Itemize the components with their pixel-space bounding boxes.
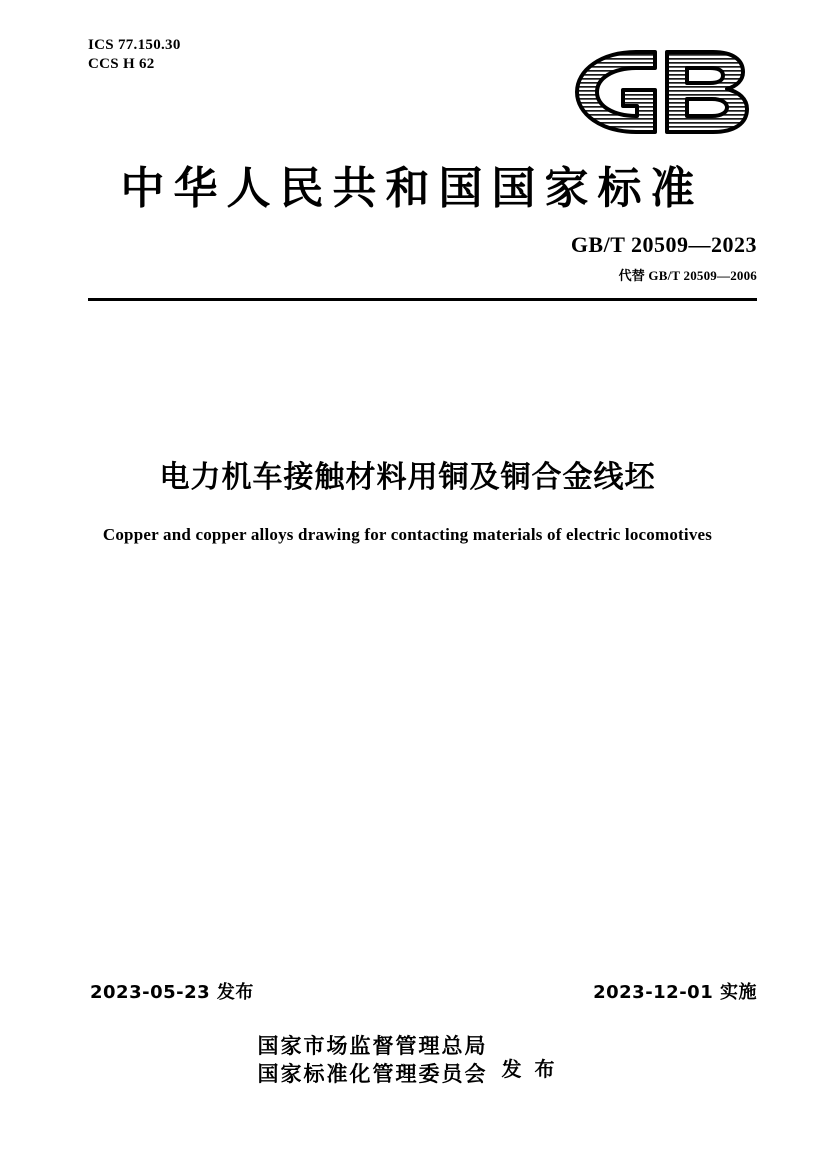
- national-standard-title: 中华人民共和国国家标准: [120, 163, 704, 214]
- issuer-publish-label: 发 布: [501, 1056, 558, 1081]
- standard-number-block: [571, 232, 757, 284]
- replaces-note: 代替 GB/T 20509—2006: [618, 268, 757, 283]
- standard-number: GB/T 20509—2023: [570, 232, 757, 257]
- implementation-date: 2023-12-01 实施: [593, 982, 757, 1003]
- document-title-english: Copper and copper alloys drawing for contacting materials of electric locomotives: [102, 525, 713, 544]
- issuing-authority: [0, 1032, 815, 1088]
- classification-codes: [88, 36, 181, 74]
- issuer-names: [258, 1032, 488, 1088]
- issuer-line-2: 国家标准化管理委员会: [257, 1062, 488, 1086]
- header-divider: [88, 298, 757, 301]
- gb-emblem-icon: [567, 46, 757, 138]
- issue-date: 2023-05-23 发布: [90, 982, 254, 1003]
- document-title-chinese: 电力机车接触材料用铜及铜合金线坯: [159, 460, 656, 495]
- ccs-code: CCS H 62: [88, 56, 155, 72]
- ics-code: ICS 77.150.30: [88, 37, 181, 53]
- issuer-line-1: 国家市场监督管理总局: [257, 1034, 488, 1058]
